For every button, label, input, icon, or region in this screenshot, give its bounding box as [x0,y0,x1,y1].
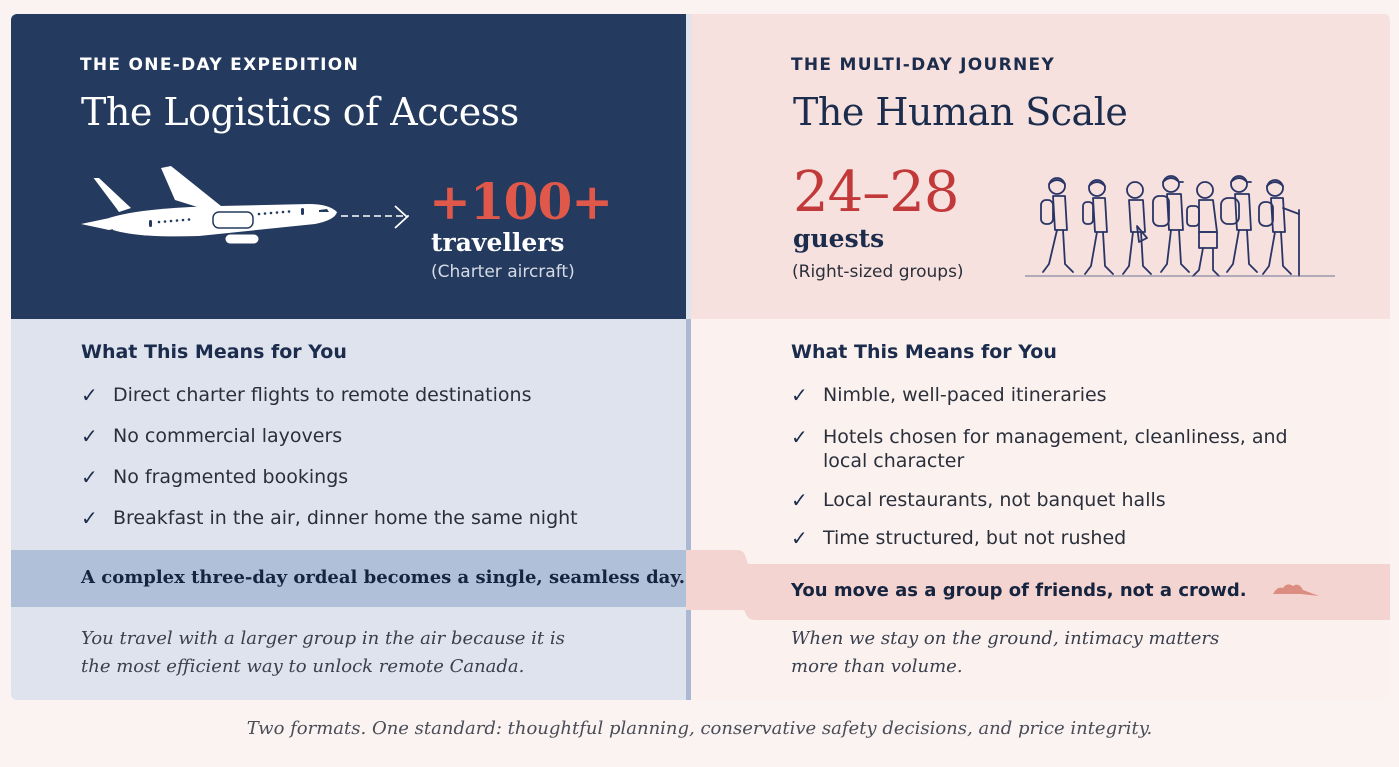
left-header-panel [11,14,686,319]
hikers-group-icon [1025,172,1335,282]
check-icon: ✓ [81,424,98,448]
footer-tagline: Two formats. One standard: thoughtful planning, conservative safety decisions, and price integrity. [246,718,1153,739]
right-details-panel [691,319,1390,700]
check-icon: ✓ [791,425,808,449]
left-benefit-list [81,383,578,530]
left-title: The Logistics of Access [81,90,519,134]
mountain-icon [1271,580,1321,600]
comparison-card [11,14,1390,700]
left-stat-unit: travellers [431,228,565,257]
right-benefit-list [791,383,1288,550]
left-note-line-1: You travel with a larger group in the air because it is [81,628,565,649]
right-note-line-1: When we stay on the ground, intimacy matters [791,628,1220,649]
right-eyebrow: THE MULTI-DAY JOURNEY [791,55,1056,75]
check-icon: ✓ [791,488,808,512]
list-item: ✓ Local restaurants, not banquet halls [791,488,1166,512]
list-item: ✓ Direct charter flights to remote destinations [81,383,532,407]
right-header-panel [691,14,1390,319]
list-item: ✓ No fragmented bookings [81,465,349,489]
list-item: ✓ Time structured, but not rushed [791,526,1127,550]
list-item: ✓ Nimble, well-paced itineraries [791,383,1107,407]
right-stat-value: 24–28 [793,160,959,225]
right-highlight-text: You move as a group of friends, not a crowd. [791,580,1247,601]
check-icon: ✓ [791,526,808,550]
list-item: ✓ Breakfast in the air, dinner home the same night [81,506,578,530]
left-stat-value: +100+ [429,172,613,231]
check-icon: ✓ [81,465,98,489]
arrow-right-icon [391,204,411,230]
right-title: The Human Scale [793,90,1128,134]
check-icon: ✓ [81,506,98,530]
left-eyebrow: THE ONE-DAY EXPEDITION [80,55,360,75]
right-stat-note: (Right-sized groups) [792,262,964,282]
left-highlight-text: A complex three-day ordeal becomes a single, seamless day. [81,567,685,588]
right-section-heading: What This Means for You [791,341,1057,363]
list-item: ✓ No commercial layovers [81,424,343,448]
right-note-line-2: more than volume. [791,656,963,677]
check-icon: ✓ [81,383,98,407]
left-note-line-2: the most efficient way to unlock remote Canada. [81,656,525,677]
check-icon: ✓ [791,383,808,407]
left-details-panel [11,319,686,700]
right-stat-unit: guests [793,224,885,253]
left-stat-note: (Charter aircraft) [431,262,575,282]
list-item: ✓ Hotels chosen for management, cleanliness, and local character [791,425,1288,472]
left-section-heading: What This Means for You [81,341,347,363]
airplane-icon [79,164,409,244]
